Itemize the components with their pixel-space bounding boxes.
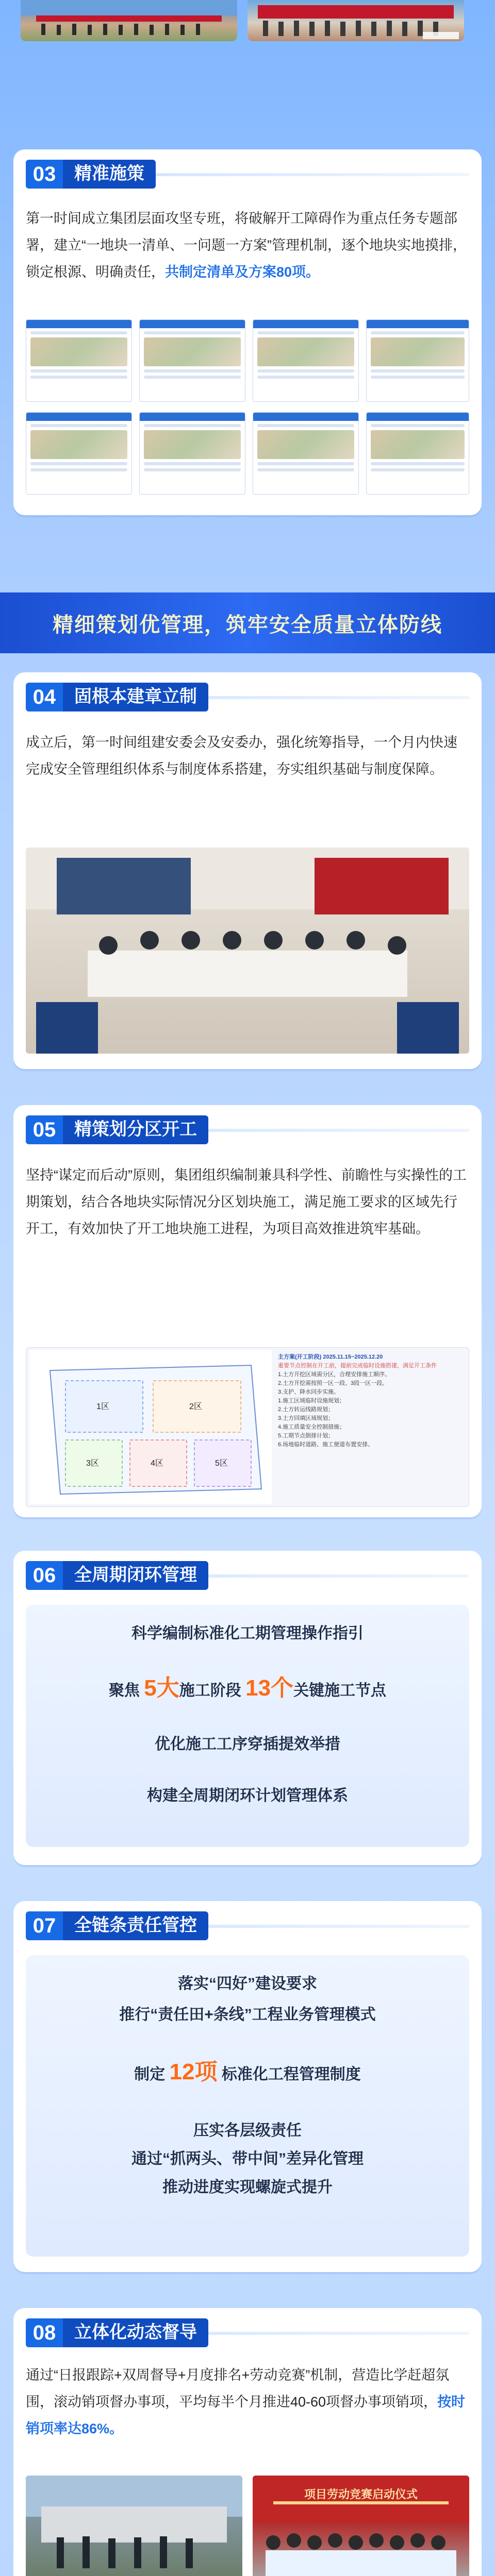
- body-text: 通过“日报跟踪+双周督导+月度排名+劳动竞赛”机制，营造比学赶超氛围，滚动销项督办事项，平均每半个月推进40-60项督办事项销项，: [26, 2367, 450, 2410]
- zone-label: 1区: [96, 1402, 109, 1411]
- highlight-text: 共制定清单及方案80项。: [165, 264, 320, 280]
- banner-title: 精细策划优管理，筑牢安全质量立体防线: [53, 613, 442, 636]
- plan-note: 6.场地临时道路、施工便道布置安排。: [278, 1442, 374, 1448]
- plan-note: 2.土方开挖需按照一区一段、3段一区一段。: [278, 1380, 388, 1386]
- meeting-room-image: [26, 848, 469, 1054]
- company-logo-icon: [423, 32, 459, 39]
- list-line: [13, 2053, 482, 2086]
- list-line: 压实各层级责任: [193, 2122, 302, 2139]
- photo-banner-text: 项目劳动竞赛启动仪式: [304, 2488, 418, 2501]
- plan-notes: [278, 1353, 464, 1449]
- section-title: 精准施策: [63, 160, 156, 189]
- plan-note: 3.支护、降水同步实施。: [278, 1389, 340, 1395]
- text-segment: 施工阶段: [179, 1682, 241, 1699]
- plan-note: 4.施工质量安全控制措施；: [278, 1424, 345, 1430]
- top-photo-right: [248, 0, 464, 41]
- body-text: 第一时间成立集团层面攻坚专班，将破解开工障碍作为重点任务专题部署，建立“一地块一清单、一问题一方案”管理机制，逐个地块实地摸排，锁定根源、明确责任，: [26, 211, 467, 280]
- list-line: 构建全周期闭环计划管理体系: [147, 1787, 348, 1804]
- section-heading: [26, 1115, 208, 1144]
- plan-note: 2.土方转运线路规划；: [278, 1406, 334, 1413]
- section-04-card: [13, 672, 482, 1069]
- section-body: 坚持“谋定而后动”原则，集团组织编制兼具科学性、前瞻性与实操性的工期策划，结合各地块实际情况分区划块施工，满足施工要求的区域先行开工，有效加快了开工地块施工进程，为项目高效推进筑牢基础。: [26, 1167, 467, 1236]
- section-title: 精策划分区开工: [63, 1115, 208, 1144]
- list-line: 落实“四好”建设要求: [178, 1975, 317, 1992]
- plan-note: 1.土方开挖区域需分区，合理安排施工顺序。: [278, 1371, 391, 1378]
- section-title: 全链条责任管控: [63, 1911, 208, 1940]
- plan-title: 主方案(开工阶段) 2025.11.15~2025.12.20: [278, 1354, 383, 1360]
- section-number: 08: [26, 2318, 63, 2347]
- list-line: 推动进度实现螺旋式提升: [162, 2179, 333, 2196]
- highlight-number: 12项: [169, 2059, 218, 2084]
- zone-label: 2区: [189, 1402, 202, 1411]
- section-08-card: [13, 2308, 482, 2576]
- section-body: [26, 2362, 469, 2442]
- doc-thumbnail: [26, 412, 132, 495]
- section-05-card: [13, 1105, 482, 1517]
- doc-thumbnail: [139, 412, 245, 495]
- section-title: 立体化动态督导: [63, 2318, 208, 2347]
- doc-thumbnail: [26, 319, 132, 402]
- section-heading: [26, 683, 208, 711]
- inspection-photo: [26, 2476, 242, 2576]
- section-banner: [0, 592, 495, 653]
- plan-note: 1.施工区域临时设施规划；: [278, 1398, 345, 1404]
- section-number: 06: [26, 1561, 63, 1590]
- doc-thumbnail: [366, 319, 469, 402]
- ceremony-group-image: [248, 0, 464, 41]
- meeting-photo: [26, 848, 469, 1054]
- text-segment: 标准化工程管理制度: [221, 2066, 361, 2083]
- doc-thumbnail: [366, 412, 469, 495]
- section-body: 成立后，第一时间组建安委会及安委办，强化统筹指导，一个月内快速完成安全管理组织体系与制度体系搭建，夯实组织基础与制度保障。: [26, 735, 457, 777]
- section-07-card: [13, 1901, 482, 2272]
- section-title: 固根本建章立制: [63, 683, 208, 711]
- list-background: [26, 1955, 469, 2257]
- highlight-number: 5大: [144, 1675, 179, 1701]
- section-number: 05: [26, 1115, 63, 1144]
- section-06-card: [13, 1551, 482, 1865]
- site-plan-panel: [26, 1347, 469, 1507]
- text-segment: 聚焦: [108, 1682, 140, 1699]
- section-number: 07: [26, 1911, 63, 1940]
- section-number: 04: [26, 683, 63, 711]
- highlight-text: 按时销项率达86%。: [26, 2394, 466, 2436]
- list-line: 通过“抓两头、带中间”差异化管理: [131, 2150, 364, 2167]
- list-line: [13, 1669, 482, 1702]
- section-heading: [26, 1561, 208, 1590]
- list-line: 推行“责任田+条线”工程业务管理模式: [119, 2006, 376, 2023]
- doc-thumbnail: [253, 412, 359, 495]
- section-heading: [26, 160, 156, 189]
- zone-label: 3区: [86, 1459, 99, 1468]
- text-segment: 关键施工节点: [293, 1682, 387, 1699]
- zone-label: 4区: [151, 1459, 163, 1468]
- list-line: 科学编制标准化工期管理操作指引: [131, 1625, 364, 1642]
- plan-note: 5.工期节点倒排计划；: [278, 1433, 334, 1439]
- section-body: [26, 205, 469, 285]
- doc-thumbnail: [139, 319, 245, 402]
- highlight-number: 13个: [245, 1675, 294, 1701]
- section-number: 03: [26, 160, 63, 189]
- section-03-card: [13, 149, 482, 515]
- section-title: 全周期闭环管理: [63, 1561, 208, 1590]
- top-photo-left: [21, 0, 237, 41]
- zone-label: 5区: [215, 1459, 228, 1468]
- plan-note: 3.土方回填区域规划；: [278, 1415, 334, 1421]
- ceremony-scene-image: [21, 0, 237, 41]
- doc-thumbnail: [253, 319, 359, 402]
- list-line: 优化施工工序穿插提效举措: [155, 1736, 340, 1753]
- competition-photo: [253, 2476, 469, 2576]
- plan-note: 重要节点控制在开工前，提前完成临时设施搭建，满足开工条件: [278, 1363, 437, 1369]
- text-segment: 制定: [134, 2066, 166, 2083]
- site-plan-map: [29, 1350, 272, 1504]
- section-heading: [26, 1911, 208, 1940]
- site-inspection-image: [26, 2476, 242, 2576]
- section-heading: [26, 2318, 208, 2347]
